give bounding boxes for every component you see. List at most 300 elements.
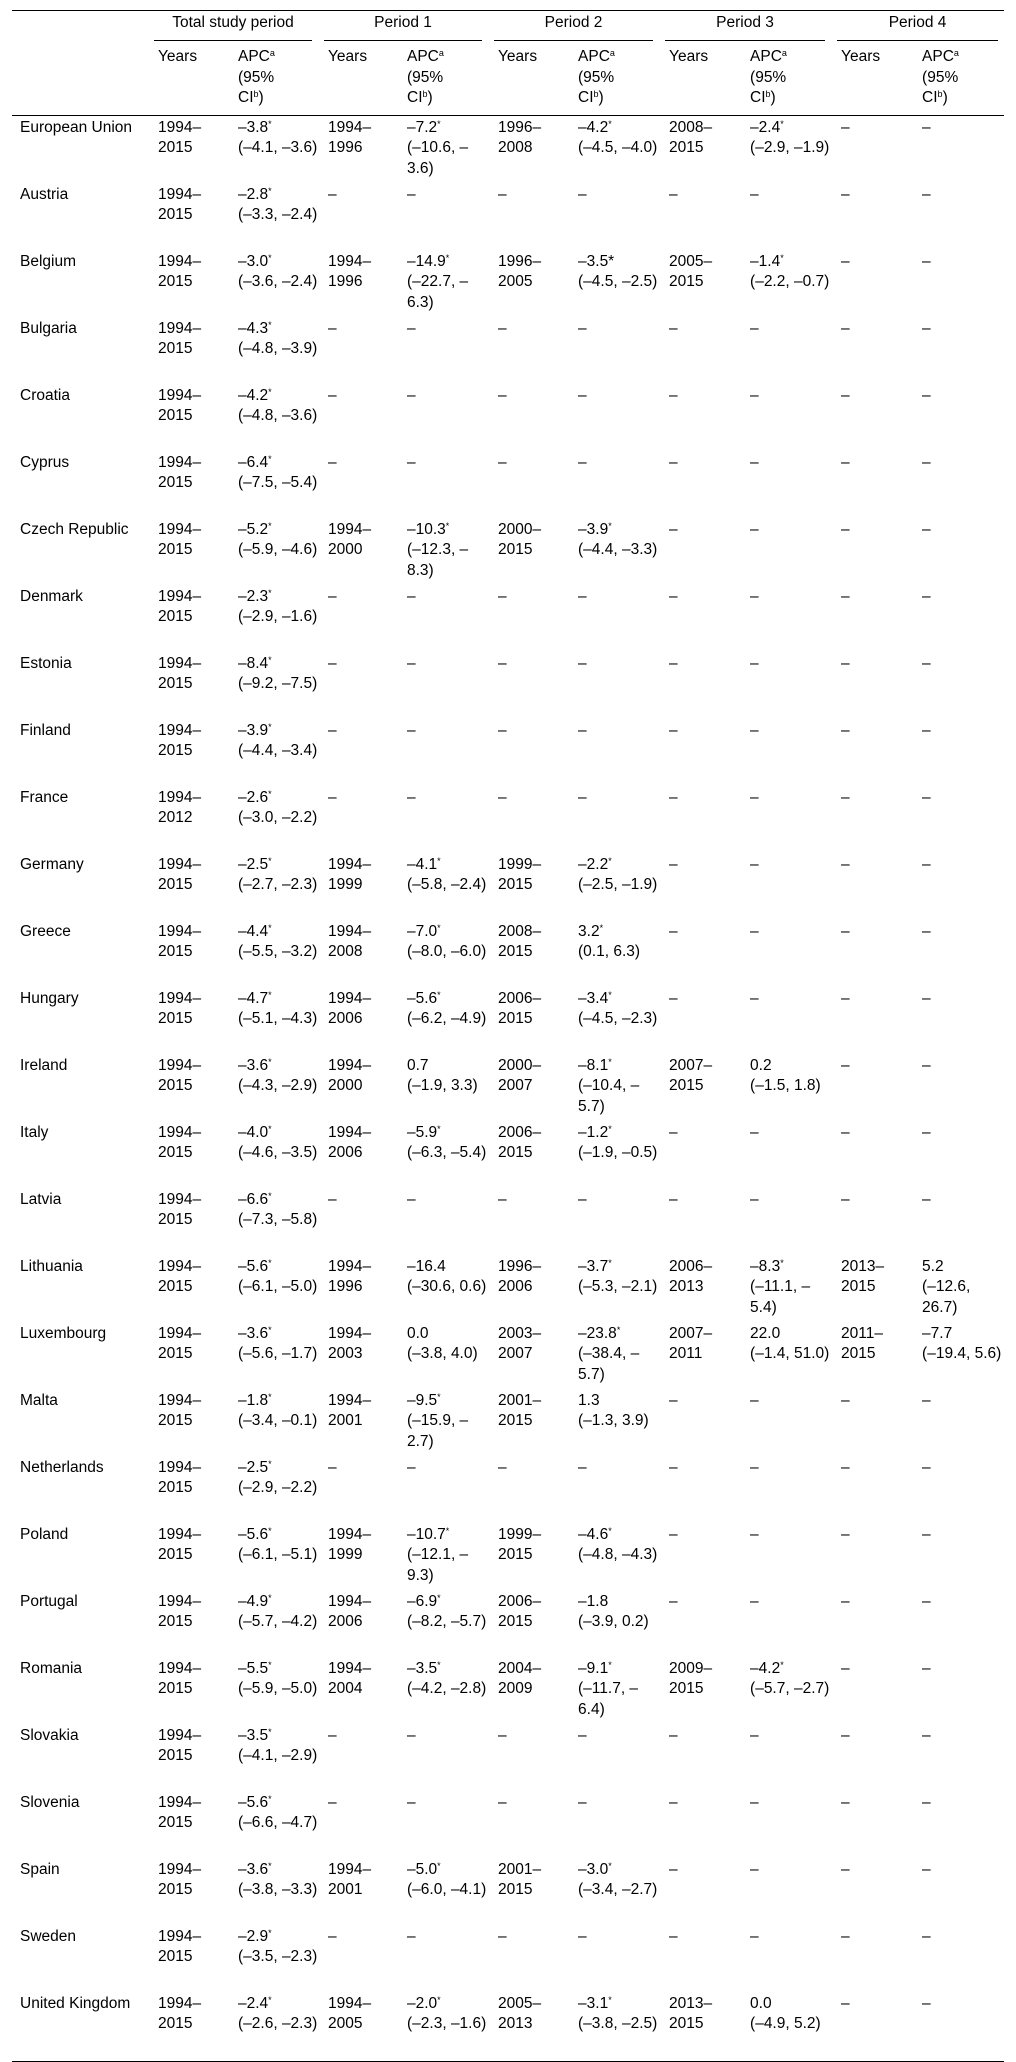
apc-cell — [232, 1054, 318, 1121]
apc-value: –2.3 — [238, 587, 269, 605]
years-cell — [831, 317, 916, 384]
table-row — [12, 518, 1004, 585]
apc-cell — [572, 518, 659, 585]
ci-header-line-1: (95% — [407, 68, 444, 86]
years-cell — [659, 1054, 744, 1121]
apc-value: –8.4 — [238, 654, 269, 672]
apc-confidence-interval: (–2.9, –2.2) — [238, 1479, 318, 1496]
significance-marker: * — [268, 721, 272, 732]
country-name: Latvia — [20, 1190, 62, 1208]
years-cell — [659, 1188, 744, 1255]
ci-footnote-marker: b — [765, 89, 771, 99]
apc-confidence-interval: (–3.4, –2.7) — [578, 1881, 658, 1898]
years-cell — [659, 518, 744, 585]
apc-cell — [232, 1456, 318, 1523]
ci-header-text: CI — [238, 89, 254, 106]
years-value: – — [669, 1391, 678, 1409]
apc-cell — [744, 183, 831, 250]
years-cell — [831, 1188, 916, 1255]
significance-marker: * — [268, 1860, 272, 1871]
years-value: 2006–2015 — [498, 1123, 542, 1161]
apc-cell — [572, 1188, 659, 1255]
apc-value: – — [578, 721, 587, 739]
significance-marker: * — [608, 1860, 612, 1871]
years-cell — [659, 1523, 744, 1590]
significance-marker: * — [268, 989, 272, 1000]
apc-value: – — [922, 989, 931, 1007]
group-header-period-3: Period 3 — [659, 11, 831, 44]
apc-value: – — [578, 1726, 587, 1744]
significance-marker: * — [437, 922, 441, 933]
table-row — [12, 1724, 1004, 1791]
apc-cell — [572, 1925, 659, 1992]
country-cell — [12, 719, 148, 786]
apc-cell — [232, 920, 318, 987]
years-value: – — [328, 1927, 337, 1945]
apc-value: – — [750, 1927, 759, 1945]
years-value: 1994–2005 — [328, 1994, 372, 2032]
years-value: – — [328, 587, 337, 605]
apc-cell — [572, 451, 659, 518]
table-row — [12, 853, 1004, 920]
country-cell — [12, 1992, 148, 2062]
apc-confidence-interval: (–3.8, 4.0) — [407, 1345, 478, 1362]
apc-cell — [744, 1992, 831, 2062]
apc-cell — [572, 1858, 659, 1925]
apc-value: –2.0 — [407, 1994, 438, 2012]
apc-value: – — [750, 922, 759, 940]
years-value: 1994–2015 — [158, 1592, 202, 1630]
apc-cell — [744, 1858, 831, 1925]
years-value: 1996–2006 — [498, 1257, 542, 1295]
years-cell — [488, 250, 572, 317]
significance-marker: * — [780, 252, 784, 263]
apc-cell — [401, 1858, 488, 1925]
apc-value: 5.2 — [922, 1257, 944, 1275]
years-cell — [488, 1590, 572, 1657]
years-value: 1994–2015 — [158, 1257, 202, 1295]
apc-value: –6.4 — [238, 453, 269, 471]
apc-value: – — [922, 1056, 931, 1074]
apc-cell — [916, 384, 1004, 451]
apc-value: – — [407, 185, 416, 203]
years-value: – — [669, 386, 678, 404]
country-name: Malta — [20, 1391, 58, 1409]
apc-cell — [572, 1523, 659, 1590]
significance-marker: * — [780, 1659, 784, 1670]
apc-value: – — [922, 922, 931, 940]
years-cell — [488, 1858, 572, 1925]
years-cell — [831, 250, 916, 317]
years-cell — [148, 384, 232, 451]
years-cell — [659, 1791, 744, 1858]
years-cell — [659, 1992, 744, 2062]
country-cell — [12, 1456, 148, 1523]
apc-confidence-interval: (–5.3, –2.1) — [578, 1278, 658, 1295]
years-value: – — [669, 453, 678, 471]
apc-value: –4.2 — [238, 386, 269, 404]
apc-cell — [401, 853, 488, 920]
apc-value: –5.6 — [238, 1257, 269, 1275]
years-value: – — [498, 654, 507, 672]
years-value: 1994–2015 — [158, 654, 202, 692]
years-cell — [488, 451, 572, 518]
significance-marker: * — [268, 386, 272, 397]
years-cell — [488, 1992, 572, 2062]
significance-marker: * — [599, 922, 604, 933]
years-cell — [148, 1523, 232, 1590]
significance-marker: * — [437, 855, 441, 866]
apc-header-text: APC — [578, 48, 610, 65]
apc-value: – — [578, 587, 587, 605]
years-value: 1994–2015 — [158, 252, 202, 290]
apc-cell — [744, 1322, 831, 1389]
subheader-blank — [12, 43, 148, 115]
years-cell — [831, 183, 916, 250]
years-cell — [318, 585, 401, 652]
apc-cell — [232, 786, 318, 853]
apc-confidence-interval: (–22.7, –6.3) — [407, 273, 469, 311]
table-row — [12, 1255, 1004, 1322]
years-cell — [318, 1255, 401, 1322]
ci-header-text: CI — [750, 89, 766, 106]
apc-cell — [572, 1590, 659, 1657]
years-value: – — [669, 788, 678, 806]
table-row — [12, 1858, 1004, 1925]
years-value: 1994–2008 — [328, 922, 372, 960]
country-cell — [12, 317, 148, 384]
apc-confidence-interval: (–3.9, 0.2) — [578, 1613, 649, 1630]
apc-cell — [744, 250, 831, 317]
years-value: – — [841, 520, 850, 538]
years-value: – — [841, 587, 850, 605]
apc-footnote-marker: a — [269, 48, 275, 58]
years-cell — [659, 115, 744, 183]
years-cell — [831, 987, 916, 1054]
significance-marker: * — [268, 1190, 272, 1201]
years-cell — [488, 853, 572, 920]
years-cell — [831, 1657, 916, 1724]
apc-cell — [916, 1590, 1004, 1657]
years-cell — [488, 585, 572, 652]
country-cell — [12, 1121, 148, 1188]
apc-value: 22.0 — [750, 1324, 781, 1342]
apc-value: – — [922, 1927, 931, 1945]
years-cell — [318, 1791, 401, 1858]
group-header-total: Total study period — [148, 11, 318, 44]
apc-confidence-interval: (–2.7, –2.3) — [238, 876, 318, 893]
years-value: – — [669, 319, 678, 337]
apc-cell — [744, 1389, 831, 1456]
years-value: 1994–1996 — [328, 252, 372, 290]
years-cell — [831, 652, 916, 719]
apc-confidence-interval: (–2.5, –1.9) — [578, 876, 658, 893]
country-cell — [12, 920, 148, 987]
apc-cell — [401, 1389, 488, 1456]
apc-value: –3.1 — [578, 1994, 609, 2012]
significance-marker: * — [268, 1257, 272, 1268]
country-name: Hungary — [20, 989, 79, 1007]
apc-cell — [232, 115, 318, 183]
years-cell — [318, 786, 401, 853]
significance-marker: * — [608, 1056, 612, 1067]
apc-value: – — [578, 654, 587, 672]
country-name: Slovenia — [20, 1793, 80, 1811]
apc-value: –7.0 — [407, 922, 438, 940]
years-cell — [148, 518, 232, 585]
apc-confidence-interval: (–4.4, –3.4) — [238, 742, 318, 759]
apc-confidence-interval: (–38.4, –5.7) — [578, 1345, 640, 1383]
years-cell — [659, 384, 744, 451]
apc-cell — [401, 1322, 488, 1389]
years-value: 1994–2012 — [158, 788, 202, 826]
apc-cell — [572, 1791, 659, 1858]
ci-header-close: ) — [942, 89, 948, 106]
country-cell — [12, 1791, 148, 1858]
table-row — [12, 317, 1004, 384]
years-cell — [318, 853, 401, 920]
years-cell — [148, 920, 232, 987]
years-header-text: Years — [669, 48, 709, 65]
apc-value: – — [407, 319, 416, 337]
years-value: 2005–2013 — [498, 1994, 542, 2032]
apc-value: – — [922, 520, 931, 538]
apc-cell — [572, 585, 659, 652]
years-value: – — [841, 386, 850, 404]
significance-marker: * — [608, 1257, 612, 1268]
years-value: 1994–2015 — [158, 721, 202, 759]
apc-cell — [744, 1456, 831, 1523]
years-value: – — [328, 788, 337, 806]
apc-value: –6.6 — [238, 1190, 269, 1208]
years-cell — [831, 1925, 916, 1992]
ci-header-line-2 — [238, 88, 318, 109]
ci-header-line-2 — [750, 88, 831, 109]
apc-cell — [744, 652, 831, 719]
apc-cell — [401, 250, 488, 317]
years-cell — [318, 652, 401, 719]
apc-cell — [744, 1791, 831, 1858]
years-value: 1994–2006 — [328, 989, 372, 1027]
significance-marker: * — [437, 1592, 441, 1603]
apc-value: – — [750, 1525, 759, 1543]
years-value: 1994–2015 — [158, 1994, 202, 2032]
apc-cell — [916, 183, 1004, 250]
significance-marker: * — [268, 319, 272, 330]
years-cell — [148, 1590, 232, 1657]
apc-value: – — [407, 1793, 416, 1811]
apc-cell — [232, 719, 318, 786]
apc-value: –1.2 — [578, 1123, 609, 1141]
apc-value: –5.2 — [238, 520, 269, 538]
significance-marker: * — [616, 1324, 621, 1335]
ci-header-text: CI — [407, 89, 423, 106]
apc-value: –5.5 — [238, 1659, 269, 1677]
years-value: – — [669, 855, 678, 873]
years-cell — [488, 384, 572, 451]
apc-cell — [916, 1255, 1004, 1322]
country-name: Netherlands — [20, 1458, 104, 1476]
apc-value: –23.8 — [578, 1324, 617, 1342]
years-value: 1994–2015 — [158, 1324, 202, 1362]
significance-marker: * — [268, 1659, 272, 1670]
years-cell — [318, 1121, 401, 1188]
apc-cell — [744, 317, 831, 384]
years-cell — [318, 317, 401, 384]
years-cell — [318, 1925, 401, 1992]
table-row — [12, 1389, 1004, 1456]
country-name: Greece — [20, 922, 71, 940]
significance-marker: * — [268, 1994, 272, 2005]
years-value: – — [328, 185, 337, 203]
apc-value: –3.5 — [407, 1659, 438, 1677]
apc-confidence-interval: (–1.9, 3.3) — [407, 1077, 478, 1094]
significance-marker: * — [608, 520, 612, 531]
significance-marker: * — [437, 1860, 441, 1871]
years-value: 1999–2015 — [498, 855, 542, 893]
apc-value: – — [922, 587, 931, 605]
years-value: – — [669, 1726, 678, 1744]
significance-marker: * — [268, 654, 272, 665]
years-value: 1994–2015 — [158, 1860, 202, 1898]
significance-marker: * — [608, 1525, 612, 1536]
apc-cell — [572, 1121, 659, 1188]
years-value: – — [328, 1793, 337, 1811]
apc-confidence-interval: (–5.1, –4.3) — [238, 1010, 318, 1027]
years-cell — [318, 1322, 401, 1389]
years-value: – — [669, 721, 678, 739]
country-cell — [12, 1523, 148, 1590]
apc-value: – — [578, 1190, 587, 1208]
country-name: Croatia — [20, 386, 70, 404]
significance-marker: * — [437, 1994, 441, 2005]
apc-cell — [572, 384, 659, 451]
apc-confidence-interval: (–2.6, –2.3) — [238, 2015, 318, 2032]
apc-value: – — [750, 1458, 759, 1476]
years-cell — [831, 1322, 916, 1389]
years-value: 1994–2015 — [158, 989, 202, 1027]
years-cell — [659, 1255, 744, 1322]
years-cell — [488, 1188, 572, 1255]
apc-confidence-interval: (–5.7, –2.7) — [750, 1680, 830, 1697]
years-cell — [659, 987, 744, 1054]
group-header-period-4: Period 4 — [831, 11, 1004, 44]
years-cell — [148, 1188, 232, 1255]
apc-value: –8.1 — [578, 1056, 609, 1074]
significance-marker: * — [437, 1123, 441, 1134]
apc-value: – — [750, 654, 759, 672]
apc-value: – — [750, 386, 759, 404]
apc-value: 3.2 — [578, 922, 600, 940]
apc-confidence-interval: (–6.2, –4.9) — [407, 1010, 487, 1027]
years-value: 2003–2007 — [498, 1324, 542, 1362]
years-value: – — [669, 1592, 678, 1610]
years-header-text: Years — [841, 48, 881, 65]
apc-value: –3.5* — [578, 252, 615, 270]
country-cell — [12, 1925, 148, 1992]
significance-marker: * — [268, 855, 272, 866]
apc-cell — [916, 451, 1004, 518]
years-value: – — [841, 1793, 850, 1811]
years-value: – — [841, 1525, 850, 1543]
years-cell — [148, 1925, 232, 1992]
apc-confidence-interval: (–3.8, –2.5) — [578, 2015, 658, 2032]
years-value: 1994–2015 — [158, 453, 202, 491]
country-name: European Union — [20, 118, 133, 136]
years-value: 1994–1996 — [328, 1257, 372, 1295]
apc-confidence-interval: (–12.6, 26.7) — [922, 1278, 971, 1316]
years-cell — [659, 1858, 744, 1925]
years-cell — [148, 1858, 232, 1925]
years-cell — [831, 1255, 916, 1322]
years-value: 1994–2015 — [158, 1391, 202, 1429]
apc-value: – — [407, 1190, 416, 1208]
apc-cell — [232, 1188, 318, 1255]
apc-confidence-interval: (–2.3, –1.6) — [407, 2015, 487, 2032]
apc-value: –9.1 — [578, 1659, 609, 1677]
country-name: Italy — [20, 1123, 49, 1141]
apc-cell — [232, 384, 318, 451]
apc-value: –3.4 — [578, 989, 609, 1007]
years-value: 1994–2015 — [158, 1927, 202, 1965]
ci-footnote-marker: b — [422, 89, 428, 99]
years-value: – — [498, 386, 507, 404]
apc-cell — [401, 585, 488, 652]
apc-cell — [572, 250, 659, 317]
apc-value: – — [922, 319, 931, 337]
country-cell — [12, 1590, 148, 1657]
years-cell — [659, 1389, 744, 1456]
apc-confidence-interval: (–5.9, –4.6) — [238, 541, 318, 558]
years-value: 2007–2015 — [669, 1056, 713, 1094]
years-value: 1994–2015 — [158, 587, 202, 625]
years-cell — [831, 585, 916, 652]
apc-cell — [401, 1657, 488, 1724]
apc-confidence-interval: (–2.9, –1.6) — [238, 608, 318, 625]
ci-header-line-1: (95% — [922, 68, 959, 86]
country-name: Slovakia — [20, 1726, 79, 1744]
years-cell — [831, 518, 916, 585]
apc-cell — [916, 1657, 1004, 1724]
apc-value: –3.0 — [238, 252, 269, 270]
apc-cell — [401, 1188, 488, 1255]
apc-value: – — [750, 1793, 759, 1811]
years-cell — [659, 1456, 744, 1523]
years-value: 1994–2015 — [158, 1525, 202, 1563]
significance-marker: * — [268, 1927, 272, 1938]
significance-marker: * — [608, 118, 612, 129]
years-cell — [488, 652, 572, 719]
apc-value: –4.1 — [407, 855, 438, 873]
apc-value: – — [578, 1458, 587, 1476]
apc-value: – — [407, 1458, 416, 1476]
apc-header-line — [407, 47, 488, 68]
country-name: France — [20, 788, 69, 806]
apc-value: –2.4 — [750, 118, 781, 136]
years-cell — [148, 250, 232, 317]
apc-confidence-interval: (–5.7, –4.2) — [238, 1613, 318, 1630]
years-value: 1994–2015 — [158, 1190, 202, 1228]
years-cell — [488, 183, 572, 250]
apc-cell — [401, 1590, 488, 1657]
apc-confidence-interval: (–4.5, –4.0) — [578, 139, 658, 156]
apc-confidence-interval: (–9.2, –7.5) — [238, 675, 318, 692]
apc-cell — [916, 1925, 1004, 1992]
years-cell — [659, 652, 744, 719]
years-cell — [148, 1054, 232, 1121]
apc-header-text: APC — [750, 48, 782, 65]
country-cell — [12, 786, 148, 853]
